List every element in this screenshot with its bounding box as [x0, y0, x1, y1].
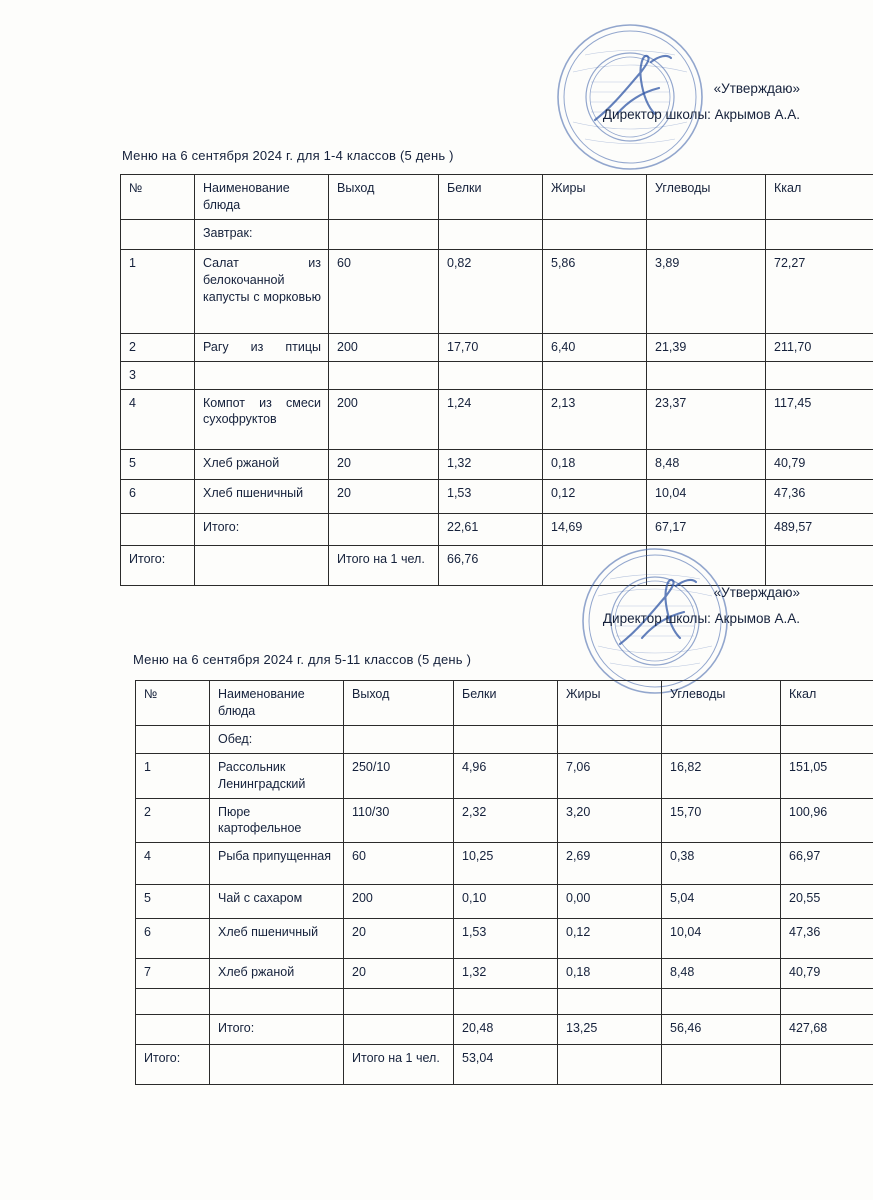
table-row: [136, 959, 873, 989]
table-cell: Хлеб ржаной: [195, 449, 329, 479]
table-cell: 2,13: [543, 389, 647, 449]
table-cell: 22,61: [439, 513, 543, 545]
approval-label-bottom: «Утверждаю»: [713, 585, 800, 600]
table-cell: Рассольник Ленинградский: [210, 753, 344, 798]
table-cell: 200: [344, 885, 454, 919]
table-cell: 66,97: [781, 843, 873, 885]
table-cell: 200: [329, 389, 439, 449]
table-cell: 110/30: [344, 798, 454, 843]
table-cell: 3,89: [647, 249, 766, 333]
table-cell: [558, 989, 662, 1015]
table-row: [136, 1015, 873, 1045]
table-cell: Рыба припущенная: [210, 843, 344, 885]
table-row: [136, 753, 873, 798]
table-cell: 2: [136, 798, 210, 843]
column-header: Углеводы: [662, 681, 781, 726]
table-row: [121, 361, 873, 389]
approval-block-top: [420, 76, 800, 127]
table-cell: 100,96: [781, 798, 873, 843]
column-header: Выход: [329, 175, 439, 220]
table-row: [136, 843, 873, 885]
column-header: Жиры: [558, 681, 662, 726]
table-row: [121, 389, 873, 449]
column-header: №: [121, 175, 195, 220]
table-cell: [647, 545, 766, 585]
table-1-body: [121, 175, 873, 586]
table-cell: [136, 1015, 210, 1045]
table-cell: 5,04: [662, 885, 781, 919]
table-cell: 4,96: [454, 753, 558, 798]
table-cell: Итого:: [210, 1015, 344, 1045]
table-row: [136, 725, 873, 753]
column-header: Наименование блюда: [210, 681, 344, 726]
table-cell: 17,70: [439, 333, 543, 361]
table-cell: 151,05: [781, 753, 873, 798]
column-header: №: [136, 681, 210, 726]
table-cell: 2: [121, 333, 195, 361]
table-cell: 1,53: [454, 919, 558, 959]
table-cell: 5,86: [543, 249, 647, 333]
approval-director-top: Директор школы: Акрымов А.А.: [602, 106, 800, 122]
table-row: [121, 249, 873, 333]
table-cell: [766, 545, 873, 585]
table-cell: 16,82: [662, 753, 781, 798]
table-cell: 2,69: [558, 843, 662, 885]
table-cell: Обед:: [210, 725, 344, 753]
table-cell: 489,57: [766, 513, 873, 545]
table-cell: [329, 361, 439, 389]
menu-caption-2: Меню на 6 сентября 2024 г. для 5-11 классов (5 день ): [133, 652, 472, 667]
table-cell: 2,32: [454, 798, 558, 843]
table-cell: Пюре картофельное: [210, 798, 344, 843]
table-cell: 10,04: [662, 919, 781, 959]
table-cell: Итого:: [195, 513, 329, 545]
table-cell: [543, 545, 647, 585]
menu-table-5-11-classes: [135, 680, 873, 1085]
table-cell: 10,25: [454, 843, 558, 885]
table-cell: 20: [344, 959, 454, 989]
table-cell: 1: [121, 249, 195, 333]
table-cell: Итого:: [121, 545, 195, 585]
table-cell: 60: [344, 843, 454, 885]
table-cell: 117,45: [766, 389, 873, 449]
table-cell: [195, 545, 329, 585]
table-cell: [662, 1045, 781, 1085]
table-row: [121, 513, 873, 545]
table-cell: [766, 219, 873, 249]
table-cell: [344, 989, 454, 1015]
table-row: [121, 449, 873, 479]
table-row: [121, 479, 873, 513]
table-cell: [781, 989, 873, 1015]
table-row: [136, 885, 873, 919]
column-header: Белки: [454, 681, 558, 726]
table-row: [136, 919, 873, 959]
table-cell: [344, 1015, 454, 1045]
table-cell: 3,20: [558, 798, 662, 843]
column-header: Жиры: [543, 175, 647, 220]
menu-table-1-4-classes: [120, 174, 873, 586]
table-cell: 72,27: [766, 249, 873, 333]
table-cell: Итого на 1 чел.: [344, 1045, 454, 1085]
table-cell: 21,39: [647, 333, 766, 361]
table-cell: [329, 513, 439, 545]
table-cell: 8,48: [647, 449, 766, 479]
table-cell: 67,17: [647, 513, 766, 545]
table-cell: 0,12: [543, 479, 647, 513]
approval-director-bottom: Директор школы: Акрымов А.А.: [602, 610, 800, 626]
menu-caption-1: Меню на 6 сентября 2024 г. для 1-4 классов (5 день ): [122, 148, 454, 163]
table-cell: [766, 361, 873, 389]
approval-label-top: «Утверждаю»: [713, 81, 800, 96]
table-cell: Рагу из птицы: [195, 333, 329, 361]
table-cell: 4: [136, 843, 210, 885]
table-cell: 6,40: [543, 333, 647, 361]
table-cell: [439, 219, 543, 249]
table-cell: [329, 219, 439, 249]
table-header-row: [121, 175, 873, 220]
table-cell: 7,06: [558, 753, 662, 798]
table-cell: 0,10: [454, 885, 558, 919]
table-cell: Хлеб пшеничный: [210, 919, 344, 959]
table-cell: Хлеб пшеничный: [195, 479, 329, 513]
table-cell: Салат из белокочанной капусты с морковью: [195, 249, 329, 333]
table-cell: 0,82: [439, 249, 543, 333]
table-cell: [662, 725, 781, 753]
table-cell: 3: [121, 361, 195, 389]
table-cell: 8,48: [662, 959, 781, 989]
column-header: Ккал: [766, 175, 873, 220]
table-cell: 56,46: [662, 1015, 781, 1045]
column-header: Белки: [439, 175, 543, 220]
approval-block-bottom: [420, 580, 800, 631]
table-cell: [558, 1045, 662, 1085]
table-cell: [647, 219, 766, 249]
table-cell: 20,55: [781, 885, 873, 919]
table-header-row: [136, 681, 873, 726]
table-cell: Хлеб ржаной: [210, 959, 344, 989]
table-cell: [662, 989, 781, 1015]
table-cell: 211,70: [766, 333, 873, 361]
table-row: [121, 333, 873, 361]
table-cell: [210, 989, 344, 1015]
table-cell: 7: [136, 959, 210, 989]
table-cell: 1,32: [439, 449, 543, 479]
table-cell: [121, 513, 195, 545]
table-cell: 250/10: [344, 753, 454, 798]
table-cell: 20,48: [454, 1015, 558, 1045]
table-cell: 6: [136, 919, 210, 959]
table-cell: 0,38: [662, 843, 781, 885]
table-cell: 4: [121, 389, 195, 449]
table-cell: 1,24: [439, 389, 543, 449]
table-cell: [543, 219, 647, 249]
table-cell: [121, 219, 195, 249]
table-row: [136, 798, 873, 843]
table-row: [136, 989, 873, 1015]
table-cell: [558, 725, 662, 753]
table-cell: [136, 725, 210, 753]
table-row: [121, 219, 873, 249]
table-cell: 20: [329, 479, 439, 513]
table-cell: 40,79: [766, 449, 873, 479]
table-cell: 14,69: [543, 513, 647, 545]
table-cell: [647, 361, 766, 389]
table-cell: Итого на 1 чел.: [329, 545, 439, 585]
table-cell: Итого:: [136, 1045, 210, 1085]
table-cell: 1: [136, 753, 210, 798]
table-cell: 20: [344, 919, 454, 959]
table-cell: Компот из смеси сухофруктов: [195, 389, 329, 449]
table-cell: [454, 725, 558, 753]
table-cell: 60: [329, 249, 439, 333]
table-cell: 0,00: [558, 885, 662, 919]
table-cell: 23,37: [647, 389, 766, 449]
table-cell: [210, 1045, 344, 1085]
table-cell: 1,32: [454, 959, 558, 989]
table-cell: 0,18: [558, 959, 662, 989]
table-cell: 427,68: [781, 1015, 873, 1045]
table-cell: [344, 725, 454, 753]
table-cell: 66,76: [439, 545, 543, 585]
table-cell: 5: [136, 885, 210, 919]
table-cell: Завтрак:: [195, 219, 329, 249]
column-header: Наименование блюда: [195, 175, 329, 220]
table-cell: 20: [329, 449, 439, 479]
column-header: Углеводы: [647, 175, 766, 220]
table-cell: 13,25: [558, 1015, 662, 1045]
table-cell: 6: [121, 479, 195, 513]
table-cell: [781, 1045, 873, 1085]
table-cell: 0,18: [543, 449, 647, 479]
table-2-body: [136, 681, 873, 1085]
table-cell: 200: [329, 333, 439, 361]
table-cell: 5: [121, 449, 195, 479]
table-cell: 1,53: [439, 479, 543, 513]
column-header: Выход: [344, 681, 454, 726]
table-cell: [454, 989, 558, 1015]
table-row: [121, 545, 873, 585]
table-cell: [195, 361, 329, 389]
table-cell: 0,12: [558, 919, 662, 959]
table-cell: [543, 361, 647, 389]
table-cell: 40,79: [781, 959, 873, 989]
table-cell: Чай с сахаром: [210, 885, 344, 919]
table-cell: 10,04: [647, 479, 766, 513]
table-cell: [781, 725, 873, 753]
column-header: Ккал: [781, 681, 873, 726]
table-cell: [439, 361, 543, 389]
table-row: [136, 1045, 873, 1085]
table-cell: 47,36: [781, 919, 873, 959]
table-cell: 53,04: [454, 1045, 558, 1085]
table-cell: 47,36: [766, 479, 873, 513]
table-cell: [136, 989, 210, 1015]
table-cell: 15,70: [662, 798, 781, 843]
